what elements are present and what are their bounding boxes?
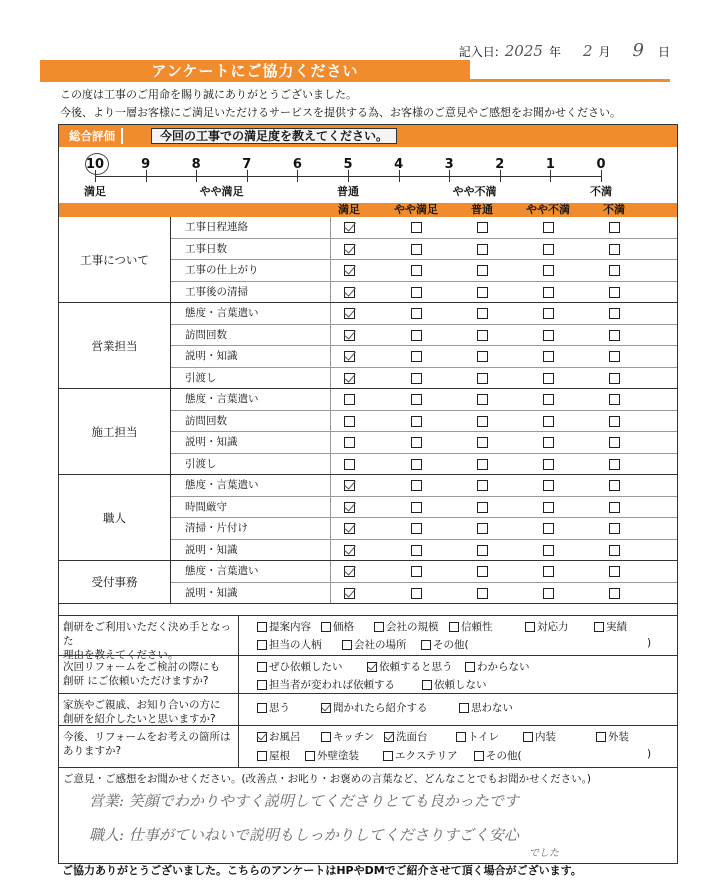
- answer-option[interactable]: [456, 729, 499, 744]
- rating-checkbox[interactable]: [344, 545, 355, 556]
- rating-column-header: [59, 203, 677, 217]
- answer-checkbox[interactable]: [594, 622, 604, 632]
- rating-checkbox[interactable]: [411, 523, 422, 534]
- rating-item-label: 工事の仕上がり: [171, 260, 331, 281]
- column-label: やや満足: [394, 203, 438, 216]
- rating-checkbox[interactable]: [411, 394, 422, 405]
- scale-number[interactable]: 2: [495, 157, 505, 172]
- group-label: 工事について: [59, 217, 171, 303]
- month-label: 月: [598, 45, 611, 59]
- rating-checkbox[interactable]: [543, 480, 554, 491]
- answer-option[interactable]: [459, 700, 513, 715]
- rating-checkbox[interactable]: [477, 588, 488, 599]
- rating-checkbox[interactable]: [411, 308, 422, 319]
- rating-checkbox[interactable]: [609, 373, 620, 384]
- rating-checkbox[interactable]: [543, 545, 554, 556]
- answer-label: 担当者が変われば依頼する: [269, 679, 395, 691]
- answer-option[interactable]: [474, 748, 522, 763]
- scale-number[interactable]: 0: [596, 157, 606, 172]
- rating-checkbox[interactable]: [344, 351, 355, 362]
- comment-line-1: 営業: 笑顔でわかりやすく説明してくださりとても良かったです: [89, 792, 519, 810]
- comment-line-3: でした: [529, 848, 559, 859]
- rating-checkbox[interactable]: [543, 287, 554, 298]
- rating-checkbox[interactable]: [543, 437, 554, 448]
- answer-option[interactable]: [321, 700, 428, 715]
- answer-label: 会社の場所: [354, 639, 407, 651]
- answer-checkbox[interactable]: [257, 732, 267, 742]
- question-line: 創研をご利用いただく決め手となった: [63, 621, 231, 647]
- rating-row: [171, 475, 677, 497]
- answer-option[interactable]: [257, 659, 343, 674]
- intro-text: [60, 86, 621, 122]
- comment-prompt: ご意見・ご感想をお聞かせください。(改善点・お叱り・お褒めの言葉など、どんなことでもお聞かせください。): [63, 773, 591, 785]
- rating-row: [171, 260, 677, 282]
- answer-option[interactable]: [525, 619, 569, 634]
- answer-label: 聞かれたら紹介する: [333, 702, 428, 714]
- answer-option[interactable]: [305, 748, 359, 763]
- rating-checkbox[interactable]: [477, 566, 488, 577]
- rating-checkbox[interactable]: [609, 287, 620, 298]
- answer-label: お風呂: [269, 731, 301, 743]
- rating-checkbox[interactable]: [609, 437, 620, 448]
- scale-number[interactable]: 3: [444, 157, 454, 172]
- answer-checkbox[interactable]: [321, 732, 331, 742]
- rating-checkbox[interactable]: [609, 416, 620, 427]
- answer-option[interactable]: [594, 619, 627, 634]
- answer-checkbox[interactable]: [367, 662, 377, 672]
- month-value: 2: [582, 42, 593, 60]
- answer-checkbox[interactable]: [383, 751, 393, 761]
- answer-checkbox[interactable]: [523, 732, 533, 742]
- rating-checkbox[interactable]: [543, 373, 554, 384]
- rating-row: [171, 432, 677, 454]
- answer-label: 提案内容: [269, 621, 311, 633]
- rating-checkbox[interactable]: [344, 330, 355, 341]
- scale-number[interactable]: 10: [85, 157, 105, 172]
- rating-item-label: 態度・言葉遣い: [171, 561, 331, 582]
- question-row: [59, 693, 677, 725]
- question-row: [59, 615, 677, 661]
- rating-checkbox[interactable]: [344, 459, 355, 470]
- rating-item-label: 清掃・片付け: [171, 518, 331, 539]
- answer-option[interactable]: [523, 729, 556, 744]
- rating-item-label: 態度・言葉遣い: [171, 303, 331, 324]
- year-label: 年: [548, 45, 561, 59]
- rating-row: [171, 325, 677, 347]
- rating-checkbox[interactable]: [411, 416, 422, 427]
- rating-item-label: 時間厳守: [171, 497, 331, 518]
- survey-form: [58, 124, 678, 864]
- rating-checkbox[interactable]: [477, 480, 488, 491]
- rating-row: [171, 389, 677, 411]
- rating-checkbox[interactable]: [411, 459, 422, 470]
- rating-checkbox[interactable]: [609, 330, 620, 341]
- answer-option[interactable]: [449, 619, 493, 634]
- rating-checkbox[interactable]: [477, 373, 488, 384]
- question-line: 家族やご親戚、お知り合いの方に: [63, 699, 221, 711]
- answer-option[interactable]: [257, 677, 395, 692]
- answer-checkbox[interactable]: [257, 703, 267, 713]
- rating-checkbox[interactable]: [477, 222, 488, 233]
- entry-date: [459, 40, 670, 61]
- rating-row: [171, 454, 677, 476]
- rating-checkbox[interactable]: [344, 437, 355, 448]
- rating-checkbox[interactable]: [344, 287, 355, 298]
- answer-checkbox[interactable]: [257, 751, 267, 761]
- group-label: 施工担当: [59, 389, 171, 475]
- scale-number[interactable]: 4: [394, 157, 404, 172]
- intro-line-1: この度は工事のご用命を賜り誠にありがとうございました。: [60, 88, 357, 101]
- answer-label: エクステリア: [395, 750, 458, 762]
- question-row: [59, 725, 677, 767]
- answer-label: その他(: [433, 639, 469, 651]
- rating-checkbox[interactable]: [543, 566, 554, 577]
- question-line: 創研を紹介したいと思いますか?: [63, 713, 216, 725]
- rating-checkbox[interactable]: [609, 502, 620, 513]
- rating-item-label: 引渡し: [171, 454, 331, 475]
- column-label: 満足: [338, 203, 360, 216]
- rating-checkbox[interactable]: [411, 480, 422, 491]
- rating-row: [171, 518, 677, 540]
- rating-checkbox[interactable]: [344, 308, 355, 319]
- answer-label: 外装: [608, 731, 629, 743]
- rating-checkbox[interactable]: [344, 373, 355, 384]
- answer-checkbox[interactable]: [459, 703, 469, 713]
- question-line: 次回リフォームをご検討の際にも: [63, 661, 220, 673]
- rating-checkbox[interactable]: [411, 566, 422, 577]
- answer-label: 思わない: [471, 702, 513, 714]
- answer-checkbox[interactable]: [525, 622, 535, 632]
- rating-checkbox[interactable]: [477, 330, 488, 341]
- answer-option[interactable]: [257, 619, 311, 634]
- rating-checkbox[interactable]: [609, 588, 620, 599]
- answer-label: 担当の人柄: [269, 639, 322, 651]
- answer-checkbox[interactable]: [422, 680, 432, 690]
- rating-checkbox[interactable]: [543, 351, 554, 362]
- question-line: 創研 にご依頼いただけますか?: [63, 675, 209, 687]
- rating-row: [171, 239, 677, 261]
- rating-checkbox[interactable]: [411, 222, 422, 233]
- overall-question: 今回の工事での満足度を教えてください。: [151, 128, 397, 144]
- rating-item-label: 説明・知識: [171, 540, 331, 561]
- question-text: [59, 694, 239, 725]
- rating-checkbox[interactable]: [477, 265, 488, 276]
- rating-checkbox[interactable]: [344, 222, 355, 233]
- rating-checkbox[interactable]: [609, 566, 620, 577]
- rating-checkbox[interactable]: [477, 437, 488, 448]
- rating-checkbox[interactable]: [543, 459, 554, 470]
- answer-checkbox[interactable]: [342, 640, 352, 650]
- answer-checkbox[interactable]: [321, 622, 331, 632]
- answer-checkbox[interactable]: [257, 680, 267, 690]
- answer-checkbox[interactable]: [305, 751, 315, 761]
- answer-label: ぜひ依頼したい: [269, 661, 343, 673]
- rating-item-label: 説明・知識: [171, 346, 331, 367]
- rating-row: [171, 346, 677, 368]
- rating-row: [171, 217, 677, 239]
- other-close-paren: ): [647, 748, 652, 760]
- rating-checkbox[interactable]: [344, 265, 355, 276]
- rating-checkbox[interactable]: [477, 351, 488, 362]
- rating-item-label: 態度・言葉遣い: [171, 475, 331, 496]
- answer-label: 外壁塗装: [317, 750, 359, 762]
- rating-row: [171, 282, 677, 304]
- answer-checkbox[interactable]: [257, 622, 267, 632]
- overall-header: [59, 125, 677, 147]
- answer-option[interactable]: [374, 619, 439, 634]
- day-value: 9: [632, 40, 644, 61]
- answer-checkbox[interactable]: [374, 622, 384, 632]
- answer-label: キッチン: [333, 731, 375, 743]
- rating-checkbox[interactable]: [543, 308, 554, 319]
- rating-checkbox[interactable]: [609, 308, 620, 319]
- answer-label: トイレ: [468, 731, 499, 743]
- scale-number[interactable]: 5: [343, 157, 353, 172]
- answer-checkbox[interactable]: [596, 732, 606, 742]
- rating-checkbox[interactable]: [411, 351, 422, 362]
- question-row: [59, 655, 677, 693]
- rating-checkbox[interactable]: [543, 222, 554, 233]
- answer-option[interactable]: [342, 637, 407, 652]
- column-label: やや不満: [526, 203, 570, 216]
- question-text: [59, 726, 239, 767]
- title-rule: [470, 79, 670, 82]
- answer-checkbox[interactable]: [384, 732, 394, 742]
- answer-option[interactable]: [321, 729, 374, 744]
- question-text: [59, 656, 239, 693]
- answer-checkbox[interactable]: [321, 703, 331, 713]
- answer-label: 信頼性: [461, 621, 493, 633]
- rating-checkbox[interactable]: [543, 265, 554, 276]
- rating-checkbox[interactable]: [344, 588, 355, 599]
- rating-checkbox[interactable]: [411, 545, 422, 556]
- rating-item-label: 説明・知識: [171, 583, 331, 604]
- rating-checkbox[interactable]: [609, 265, 620, 276]
- question-line: ありますか?: [63, 745, 122, 757]
- rating-checkbox[interactable]: [411, 502, 422, 513]
- question-line: 理由を教えてください。: [63, 649, 179, 661]
- rating-item-label: 工事日数: [171, 239, 331, 260]
- answer-option[interactable]: [422, 677, 487, 692]
- rating-checkbox[interactable]: [344, 480, 355, 491]
- answer-checkbox[interactable]: [257, 640, 267, 650]
- rating-checkbox[interactable]: [543, 523, 554, 534]
- answer-option[interactable]: [465, 659, 530, 674]
- answer-option[interactable]: [384, 729, 428, 744]
- answer-checkbox[interactable]: [465, 662, 475, 672]
- group-label: 職人: [59, 475, 171, 561]
- rating-checkbox[interactable]: [609, 351, 620, 362]
- rating-checkbox[interactable]: [609, 523, 620, 534]
- rating-checkbox[interactable]: [344, 566, 355, 577]
- rating-checkbox[interactable]: [543, 588, 554, 599]
- rating-item-label: 態度・言葉遣い: [171, 389, 331, 410]
- rating-row: [171, 497, 677, 519]
- answer-label: 思う: [269, 702, 290, 714]
- scale-number[interactable]: 1: [545, 157, 555, 172]
- rating-row: [171, 540, 677, 562]
- rating-row: [171, 583, 677, 605]
- rating-checkbox[interactable]: [477, 394, 488, 405]
- rating-row: [171, 561, 677, 583]
- rating-checkbox[interactable]: [543, 330, 554, 341]
- answer-label: 内装: [535, 731, 556, 743]
- comment-line-2: 職人: 仕事がていねいで説明もしっかりしてくださりすごく安心: [89, 826, 519, 844]
- rating-checkbox[interactable]: [609, 480, 620, 491]
- rating-item-label: 訪問回数: [171, 325, 331, 346]
- scale-label: 満足: [84, 185, 106, 198]
- rating-checkbox[interactable]: [477, 287, 488, 298]
- answer-option[interactable]: [257, 748, 290, 763]
- group-label: 営業担当: [59, 303, 171, 389]
- rating-checkbox[interactable]: [609, 244, 620, 255]
- day-label: 日: [657, 45, 670, 59]
- rating-checkbox[interactable]: [344, 244, 355, 255]
- rating-checkbox[interactable]: [411, 588, 422, 599]
- answer-label: 実績: [606, 621, 627, 633]
- intro-line-2: 今後、より一層お客様にご満足いただけるサービスを提供する為、お客様のご意見やご感想をお聞かせください。: [60, 106, 621, 119]
- rating-item-label: 訪問回数: [171, 411, 331, 432]
- rating-checkbox[interactable]: [609, 222, 620, 233]
- rating-row: [171, 411, 677, 433]
- question-line: 今後、リフォームをお考えの箇所は: [63, 731, 231, 743]
- scale-number[interactable]: 7: [242, 157, 252, 172]
- rating-checkbox[interactable]: [477, 459, 488, 470]
- group-label: 受付事務: [59, 561, 171, 604]
- answer-checkbox[interactable]: [257, 662, 267, 672]
- answer-option[interactable]: [421, 637, 469, 652]
- rating-item-label: 工事後の清掃: [171, 282, 331, 303]
- column-label: 普通: [471, 203, 493, 216]
- rating-checkbox[interactable]: [477, 502, 488, 513]
- rating-checkbox[interactable]: [543, 394, 554, 405]
- rating-checkbox[interactable]: [543, 244, 554, 255]
- date-label: 記入日:: [458, 45, 499, 59]
- answer-checkbox[interactable]: [421, 640, 431, 650]
- rating-checkbox[interactable]: [411, 265, 422, 276]
- satisfaction-scale: [59, 147, 677, 203]
- answer-option[interactable]: [596, 729, 629, 744]
- rating-row: [171, 303, 677, 325]
- footer-note: ご協力ありがとうございました。こちらのアンケートはHPやDMでご紹介させて頂く場合がございます。: [62, 864, 582, 877]
- rating-checkbox[interactable]: [344, 502, 355, 513]
- rating-checkbox[interactable]: [477, 523, 488, 534]
- rating-checkbox[interactable]: [344, 394, 355, 405]
- rating-checkbox[interactable]: [344, 523, 355, 534]
- other-close-paren: ): [647, 637, 652, 649]
- rating-checkbox[interactable]: [543, 416, 554, 427]
- rating-checkbox[interactable]: [477, 308, 488, 319]
- comment-area[interactable]: [59, 767, 677, 863]
- rating-item-label: 引渡し: [171, 368, 331, 389]
- rating-checkbox[interactable]: [609, 545, 620, 556]
- answer-option[interactable]: [257, 729, 301, 744]
- rating-checkbox[interactable]: [477, 416, 488, 427]
- answer-label: その他(: [486, 750, 522, 762]
- rating-checkbox[interactable]: [477, 244, 488, 255]
- answer-option[interactable]: [383, 748, 458, 763]
- answer-label: 価格: [333, 621, 354, 633]
- answer-label: 会社の規模: [386, 621, 439, 633]
- rating-checkbox[interactable]: [543, 502, 554, 513]
- answer-option[interactable]: [257, 700, 290, 715]
- answer-option[interactable]: [367, 659, 453, 674]
- question-text: [59, 616, 239, 661]
- scale-number[interactable]: 6: [292, 157, 302, 172]
- year-value: 2025: [504, 42, 543, 60]
- answer-checkbox[interactable]: [449, 622, 459, 632]
- rating-checkbox[interactable]: [477, 545, 488, 556]
- answer-option[interactable]: [321, 619, 354, 634]
- answer-label: 屋根: [269, 750, 290, 762]
- rating-checkbox[interactable]: [411, 244, 422, 255]
- rating-checkbox[interactable]: [609, 394, 620, 405]
- rating-row: [171, 368, 677, 390]
- column-label: 不満: [603, 203, 625, 216]
- rating-checkbox[interactable]: [344, 416, 355, 427]
- answer-option[interactable]: [257, 637, 322, 652]
- scale-label: やや満足: [199, 185, 244, 198]
- rating-checkbox[interactable]: [411, 373, 422, 384]
- rating-checkbox[interactable]: [411, 287, 422, 298]
- answer-label: 依頼すると思う: [379, 661, 453, 673]
- answer-label: わからない: [477, 661, 530, 673]
- scale-label: 普通: [337, 185, 359, 198]
- scale-label: やや不満: [452, 185, 497, 198]
- scale-label: 不満: [590, 185, 612, 198]
- page-title: アンケートにご協力ください: [40, 60, 470, 82]
- rating-checkbox[interactable]: [609, 459, 620, 470]
- scale-number[interactable]: 9: [141, 157, 151, 172]
- rating-item-label: 工事日程連絡: [171, 217, 331, 238]
- answer-label: 対応力: [537, 621, 569, 633]
- rating-checkbox[interactable]: [411, 437, 422, 448]
- overall-tag: 総合評価: [63, 128, 123, 144]
- answer-checkbox[interactable]: [474, 751, 484, 761]
- rating-item-label: 説明・知識: [171, 432, 331, 453]
- rating-checkbox[interactable]: [411, 330, 422, 341]
- answer-label: 依頼しない: [434, 679, 487, 691]
- answer-label: 洗面台: [396, 731, 428, 743]
- scale-number[interactable]: 8: [191, 157, 201, 172]
- answer-checkbox[interactable]: [456, 732, 466, 742]
